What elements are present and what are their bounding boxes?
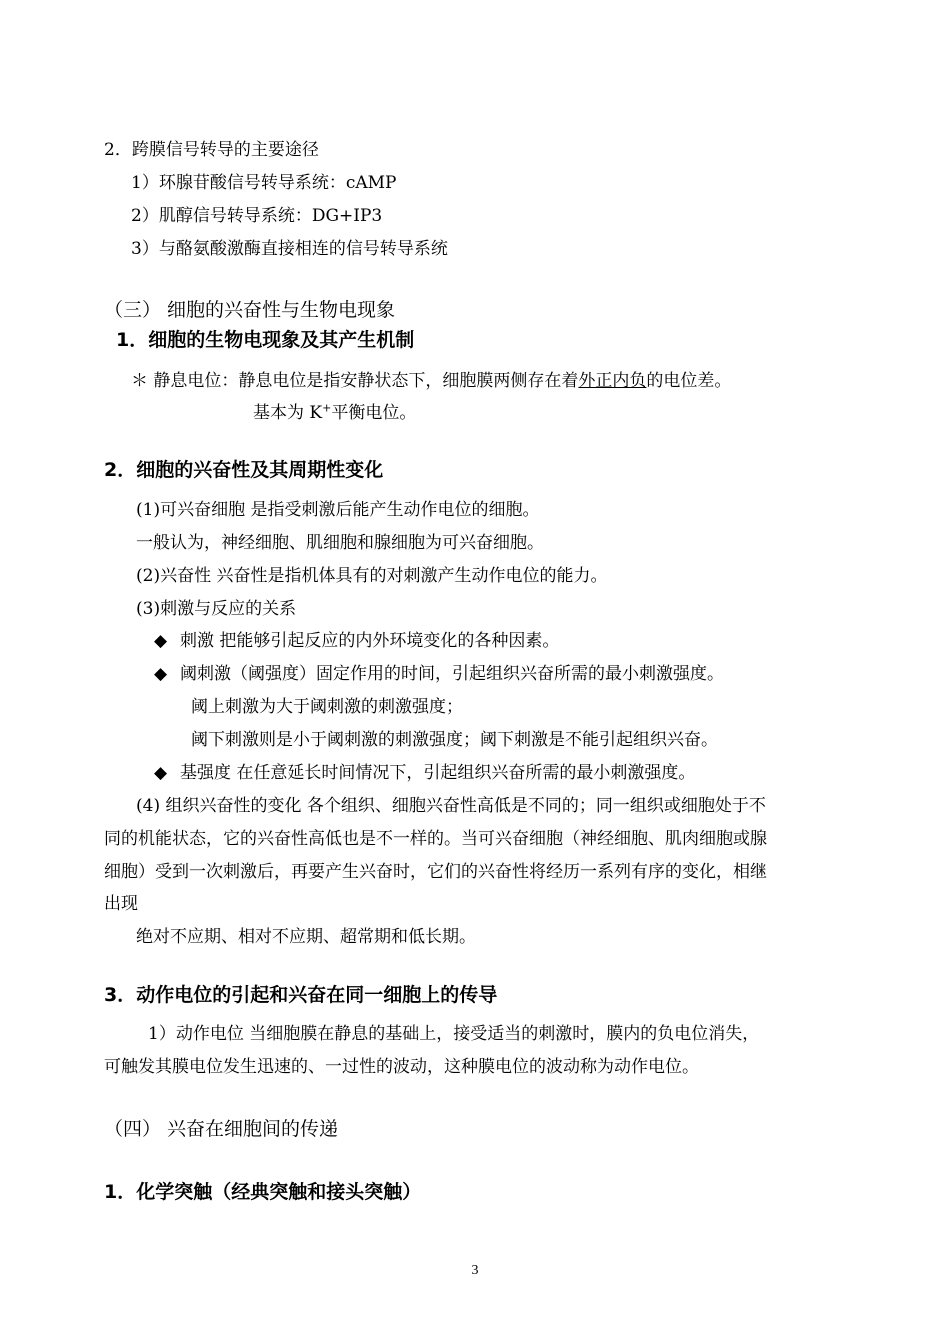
section-heading-4: （四） 兴奋在细胞间的传递 bbox=[104, 1118, 339, 1140]
paragraph-line: 出现 bbox=[104, 894, 138, 914]
paragraph-line: 1）动作电位 当细胞膜在静息的基础上，接受适当的刺激时，膜内的负电位消失， bbox=[148, 1024, 760, 1044]
bullet-item: ◆ 阈刺激（阈强度）固定作用的时间，引起组织兴奋所需的最小刺激强度。 bbox=[154, 664, 724, 684]
resting-potential-line: ＊ 静息电位：静息电位是指安静状态下，细胞膜两侧存在着外正内负的电位差。 bbox=[131, 371, 732, 391]
diamond-bullet-icon: ◆ bbox=[154, 664, 168, 684]
list-item: 1）环腺苷酸信号转导系统：cAMP bbox=[131, 173, 397, 193]
diamond-bullet-icon: ◆ bbox=[154, 631, 168, 651]
resting-potential-note: 基本为 K+平衡电位。 bbox=[253, 401, 417, 423]
bullet-subline: 阈下刺激则是小于阈刺激的刺激强度；阈下刺激是不能引起组织兴奋。 bbox=[191, 730, 718, 750]
section-title-signal-pathways: 2．跨膜信号转导的主要途径 bbox=[104, 140, 319, 160]
paragraph-line: (4) 组织兴奋性的变化 各个组织、细胞兴奋性高低是不同的；同一组织或细胞处于不 bbox=[136, 796, 766, 816]
underlined-term: 外正内负 bbox=[578, 371, 647, 391]
list-item: 2）肌醇信号转导系统：DG+IP3 bbox=[131, 206, 383, 226]
paragraph: (3)刺激与反应的关系 bbox=[136, 599, 297, 619]
subheading-chemical-synapse: 1．化学突触（经典突触和接头突触） bbox=[104, 1181, 422, 1203]
paragraph-line: 同的机能状态，它的兴奋性高低也是不一样的。当可兴奋细胞（神经细胞、肌肉细胞或腺 bbox=[104, 829, 767, 849]
bullet-item: ◆ 刺激 把能够引起反应的内外环境变化的各种因素。 bbox=[154, 631, 560, 651]
subheading-action-potential: 3．动作电位的引起和兴奋在同一细胞上的传导 bbox=[104, 984, 498, 1006]
paragraph-line: 可触发其膜电位发生迅速的、一过性的波动，这种膜电位的波动称为动作电位。 bbox=[104, 1057, 699, 1077]
paragraph: (2)兴奋性 兴奋性是指机体具有的对刺激产生动作电位的能力。 bbox=[136, 566, 608, 586]
paragraph: 一般认为，神经细胞、肌细胞和腺细胞为可兴奋细胞。 bbox=[136, 533, 544, 553]
section-heading-3: （三） 细胞的兴奋性与生物电现象 bbox=[104, 299, 396, 321]
subheading-excitability: 2．细胞的兴奋性及其周期性变化 bbox=[104, 459, 384, 481]
paragraph: (1)可兴奋细胞 是指受刺激后能产生动作电位的细胞。 bbox=[136, 500, 540, 520]
list-item: 3）与酪氨酸激酶直接相连的信号转导系统 bbox=[131, 239, 448, 259]
page-number: 3 bbox=[471, 1263, 479, 1278]
subheading-bioelectric: 1．细胞的生物电现象及其产生机制 bbox=[116, 329, 415, 351]
diamond-bullet-icon: ◆ bbox=[154, 763, 168, 783]
paragraph-line: 细胞）受到一次刺激后，再要产生兴奋时，它们的兴奋性将经历一系列有序的变化，相继 bbox=[104, 862, 767, 882]
paragraph-line: 绝对不应期、相对不应期、超常期和低长期。 bbox=[136, 927, 476, 947]
bullet-item: ◆ 基强度 在任意延长时间情况下，引起组织兴奋所需的最小刺激强度。 bbox=[154, 763, 696, 783]
bullet-subline: 阈上刺激为大于阈刺激的刺激强度； bbox=[191, 697, 463, 717]
